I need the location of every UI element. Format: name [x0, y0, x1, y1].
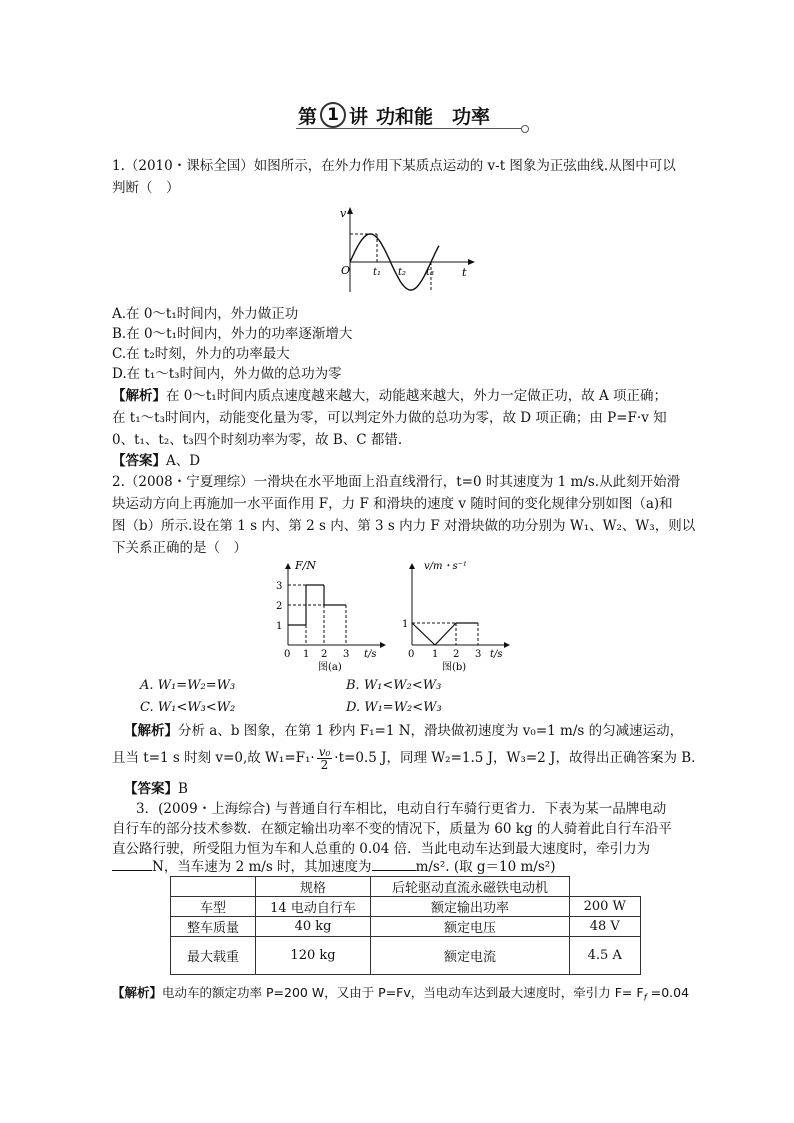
title-suffix: 讲: [349, 105, 369, 128]
table-cell: [570, 877, 641, 897]
title-number: 1: [320, 102, 346, 128]
q1-analysis-text1: 在 0～t₁时间内质点速度越来越大，动能越来越大，外力一定做正功，故 A 项正确；: [166, 388, 668, 404]
q3-spec-table: [170, 876, 641, 975]
q2-stem-line2: 块运动方向上再施加一水平面作用 F，力 F 和滑块的速度 v 随时间的变化规律分别如图（a)和: [112, 496, 673, 512]
q1-analysis-line3: 0、t₁、t₂、t₃四个时刻功率为零，故 B、C 都错.: [112, 432, 403, 448]
q3-blank-accel: [372, 858, 416, 871]
fa-ytick-1: 1: [276, 621, 283, 632]
q2-option-a: A. W₁=W₂=W₃: [140, 678, 236, 693]
table-cell: 整车质量: [171, 917, 256, 937]
table-row: [171, 937, 641, 975]
q2-analysis-text1: 分析 a、b 图象，在第 1 秒内 F₁=1 N，滑块做初速度为 v₀=1 m/s 的匀减速运动，: [178, 723, 684, 739]
table-cell: [171, 877, 256, 897]
fb-ytick-1: 1: [402, 619, 409, 630]
fa-xtick-1: 1: [303, 649, 310, 660]
q2-option-c: C. W₁<W₃<W₂: [140, 700, 236, 715]
q2-frac-num: v₀: [318, 745, 331, 759]
fb-x-arrow: [504, 642, 510, 648]
q1-origin-label: O: [341, 264, 351, 277]
table-header-row: [171, 877, 641, 897]
table-cell: 120 kg: [256, 937, 371, 975]
fa-caption: 图(a): [318, 662, 342, 673]
q1-option-d: D.在 t₁～t₃时间内，外力做的总功为零: [112, 366, 342, 382]
q1-x-arrow: [468, 259, 475, 265]
q1-x-label: t: [462, 266, 467, 279]
fa-y-label: F/N: [295, 559, 316, 572]
fb-xtick-1: 1: [432, 649, 439, 660]
table-cell: 200 W: [570, 897, 641, 917]
table-cell: 48 V: [570, 917, 641, 937]
q1-option-b: B.在 0～t₁时间内，外力的功率逐渐增大: [112, 326, 353, 342]
q3-stem-text4a: N，当车速为 2 m/s 时，其加速度为: [152, 859, 372, 875]
table-row: [171, 897, 641, 917]
q1-y-label: v: [340, 207, 347, 220]
fb-xtick-3: 3: [475, 649, 482, 660]
table-cell: 额定电流: [371, 937, 570, 975]
table-cell: 4.5 A: [570, 937, 641, 975]
fa-xtick-2: 2: [321, 649, 328, 660]
fa-xtick-0: 0: [284, 649, 291, 660]
q2-figure-a: [270, 555, 390, 673]
q2-analysis-line2: [112, 746, 695, 771]
fa-x-label: t/s: [364, 649, 377, 660]
table-cell: 14 电动自行车: [256, 897, 371, 917]
q1-t1-label: t₁: [373, 267, 382, 278]
q2-analysis-text2a: 且当 t=1 s 时刻 v=0,故 W₁=F₁·: [112, 750, 315, 766]
fa-xtick-3: 3: [343, 649, 350, 660]
q3-stem-line4: [112, 858, 555, 876]
q3-analysis-line1: [112, 984, 689, 1008]
q1-analysis-line1: [112, 387, 667, 405]
table-cell: 额定输出功率: [371, 897, 570, 917]
q2-answer-label: 【答案】: [124, 781, 178, 797]
q2-fraction: [317, 746, 333, 771]
q3-stem-line2: 自行车的部分技术参数．在额定输出功率不变的情况下，质量为 60 kg 的人骑着此自行车沿平: [112, 821, 672, 837]
q2-answer: [124, 780, 188, 798]
q3-analysis-label: 【解析】: [112, 985, 163, 1000]
fa-y-arrow: [285, 563, 291, 569]
q1-answer-value: A、D: [166, 453, 201, 469]
q1-vt-graph: [330, 200, 480, 295]
fb-segment-decel: [412, 623, 435, 645]
q3-analysis-text1: 电动车的额定功率 P=200 W，又由于 P=Fv，当电动车达到最大速度时，牵引力 F= F: [162, 985, 644, 1000]
q2-answer-value: B: [178, 781, 188, 797]
title-topic: 功和能 功率: [376, 105, 491, 128]
table-cell: 额定电压: [371, 917, 570, 937]
q1-analysis-label: 【解析】: [112, 388, 166, 404]
q2-frac-den: 2: [320, 758, 329, 772]
q2-option-b: B. W₁<W₂<W₃: [346, 678, 442, 693]
q1-option-c: C.在 t₂时刻，外力的功率最大: [112, 346, 290, 362]
q1-option-a: A.在 0～t₁时间内，外力做正功: [112, 306, 299, 322]
fa-x-arrow: [380, 642, 386, 648]
q2-analysis-text2b: ·t=0.5 J，同理 W₂=1.5 J，W₃=2 J，故得出正确答案为 B.: [334, 750, 696, 766]
fb-y-label: v/m・s⁻¹: [424, 561, 467, 572]
fb-y-arrow: [409, 563, 415, 569]
fa-ytick-3: 3: [276, 581, 283, 592]
q2-analysis-line1: [124, 722, 683, 740]
fa-ytick-2: 2: [276, 601, 283, 612]
table-cell: 最大载重: [171, 937, 256, 975]
q2-stem-line3: 图（b）所示.设在第 1 s 内、第 2 s 内、第 3 s 内力 F 对滑块做的功分别为 W₁、W₂、W₃，则以: [112, 518, 696, 534]
q3-stem-line1: 3．(2009・上海综合) 与普通自行车相比，电动自行车骑行更省力．下表为某一品牌电动: [136, 801, 667, 817]
q3-stem-text4b: m/s². (取 g＝10 m/s²): [415, 859, 556, 875]
fb-caption: 图(b): [442, 662, 467, 673]
table-cell: 后轮驱动直流永磁铁电动机: [371, 877, 570, 897]
q3-analysis-text1b: =0.04: [646, 985, 690, 1000]
q2-analysis-label: 【解析】: [124, 723, 178, 739]
q1-analysis-line2: 在 t₁～t₃时间内，动能变化量为零，可以判定外力做的总功为零，故 D 项正确；由 P=F·v 知: [112, 410, 667, 426]
page-title: [298, 100, 490, 130]
q1-stem-line2: 判断（ ）: [112, 180, 180, 196]
q2-option-d: D. W₁=W₂<W₃: [346, 700, 442, 715]
q2-figure-b: [400, 555, 520, 673]
q1-t3-label: t₃: [426, 267, 435, 278]
q1-answer: [112, 452, 200, 470]
title-prefix: 第: [298, 105, 318, 128]
title-dot: [521, 125, 529, 133]
q2-stem-line1: 2.（2008・宁夏理综）一滑块在水平地面上沿直线滑行，t=0 时其速度为 1 m/s.从此刻开始滑: [112, 474, 681, 490]
table-cell: 40 kg: [256, 917, 371, 937]
q3-analysis-sub: f: [643, 993, 647, 1004]
q1-y-arrow: [347, 207, 353, 214]
q1-t2-label: t₂: [398, 267, 407, 278]
title-underline: [296, 128, 524, 129]
q1-answer-label: 【答案】: [112, 453, 166, 469]
q3-blank-force: [112, 858, 152, 871]
table-row: [171, 917, 641, 937]
fb-segment-accel: [435, 623, 456, 645]
fb-x-label: t/s: [490, 649, 503, 660]
q2-stem-line4: 下关系正确的是（ ）: [112, 540, 247, 556]
q3-stem-line3: 直公路行驶，所受阻力恒为车和人总重的 0.04 倍．当此电动车达到最大速度时，牵引力为: [112, 841, 651, 857]
q1-stem-line1: 1.（2010・课标全国）如图所示，在外力作用下某质点运动的 v-t 图象为正弦曲线.从图中可以: [112, 158, 676, 174]
table-cell: 规格: [256, 877, 371, 897]
fb-xtick-0: 0: [408, 649, 415, 660]
fb-xtick-2: 2: [453, 649, 460, 660]
table-cell: 车型: [171, 897, 256, 917]
